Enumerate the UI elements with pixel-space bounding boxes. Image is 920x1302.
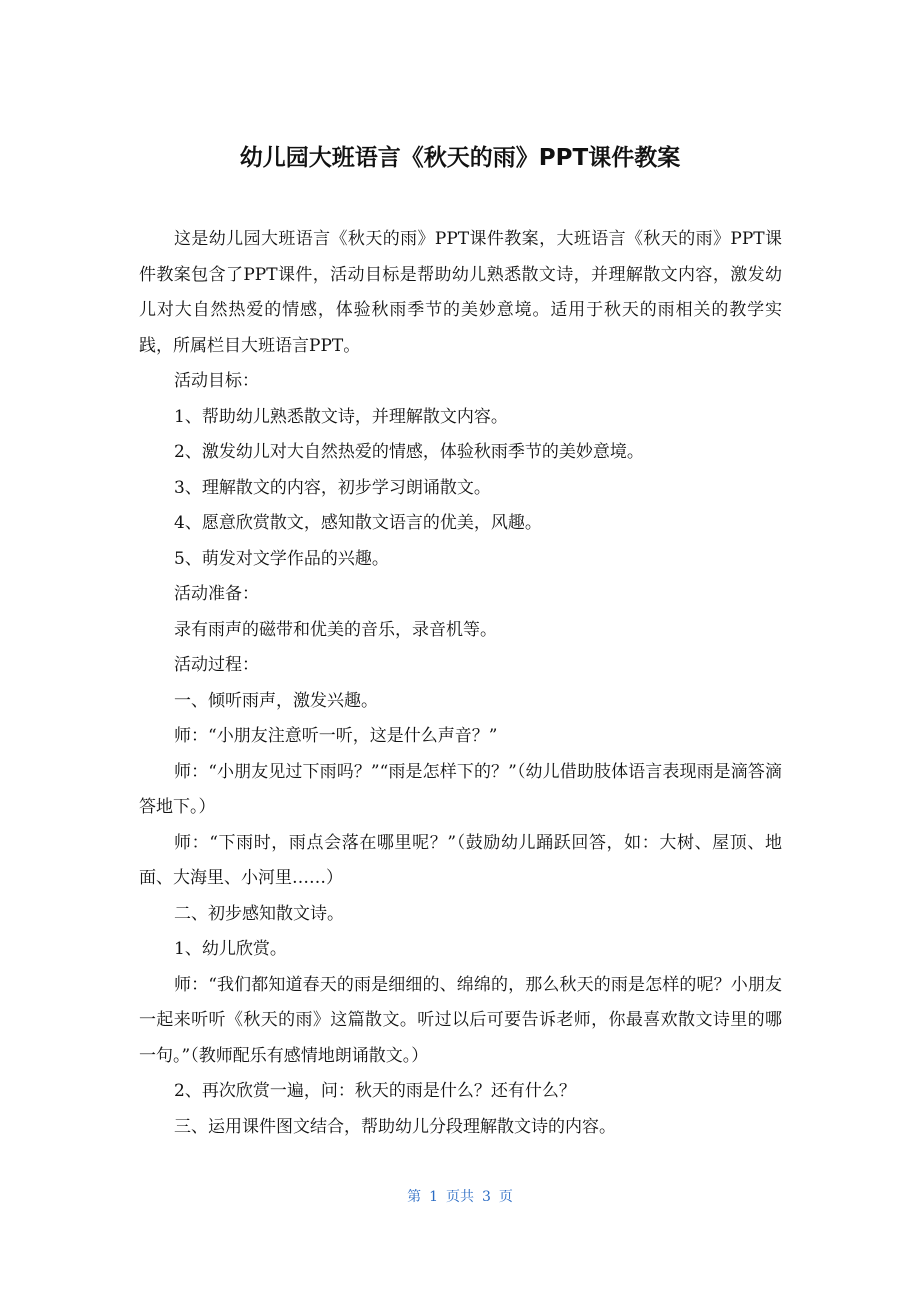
paragraph-dialogue-1: 师：“小朋友注意听一听，这是什么声音？” [174,726,498,746]
paragraph-step-2-1: 1、幼儿欣赏。 [174,939,287,959]
paragraph-goal-1: 1、帮助幼儿熟悉散文诗，并理解散文内容。 [174,406,508,427]
paragraph-dialogue-2: 师：“小朋友见过下雨吗？”“雨是怎样下的？”（幼儿借助肢体语言表现雨是滴答滴答地下。） [139,761,782,817]
paragraph-step-1: 一、倾听雨声，激发兴趣。 [174,690,378,711]
page-footer [0,1186,920,1208]
footer-prefix: 第 [407,1189,422,1205]
paragraph-prep-content: 录有雨声的磁带和优美的音乐，录音机等。 [174,619,497,640]
footer-current-page: 1 [429,1189,438,1205]
paragraph-step-2-2: 2、再次欣赏一遍，问：秋天的雨是什么？还有什么？ [174,1081,576,1101]
paragraph-goal-2: 2、激发幼儿对大自然热爱的情感，体验秋雨季节的美妙意境。 [174,442,644,462]
paragraph-intro: 这是幼儿园大班语言《秋天的雨》PPT课件教案，大班语言《秋天的雨》PPT课件教案包含了PPT课件，活动目标是帮助幼儿熟悉散文诗，并理解散文内容，激发幼儿对大自然热爱的情感，体验秋雨季节的美妙意境。适用于秋天的雨相关的教学实践，所属栏目大班语言PPT。 [139,229,782,356]
paragraph-goal-3: 3、理解散文的内容，初步学习朗诵散文。 [174,477,491,498]
document-body [139,222,782,1145]
footer-middle: 页共 [446,1189,474,1205]
paragraph-prep-heading: 活动准备： [174,584,259,604]
footer-total-pages: 3 [482,1189,491,1205]
paragraph-goal-4: 4、愿意欣赏散文，感知散文语言的优美，风趣。 [174,513,542,533]
paragraph-dialogue-3: 师：“下雨时，雨点会落在哪里呢？”（鼓励幼儿踊跃回答，如：大树、屋顶、地面、大海里、小河里……） [139,832,782,888]
paragraph-process-heading: 活动过程： [174,655,259,675]
paragraph-step-2: 二、初步感知散文诗。 [174,903,344,924]
paragraph-dialogue-4: 师：“我们都知道春天的雨是细细的、绵绵的，那么秋天的雨是怎样的呢？小朋友一起来听听《秋天的雨》这篇散文。听过以后可要告诉老师，你最喜欢散文诗里的哪一句。”（教师配乐有感情地朗诵散文。） [139,974,782,1066]
document-title: 幼儿园大班语言《秋天的雨》PPT课件教案 [239,145,681,171]
footer-suffix: 页 [498,1189,513,1205]
paragraph-goal-5: 5、萌发对文学作品的兴趣。 [174,548,389,569]
paragraph-goals-heading: 活动目标： [174,371,259,391]
paragraph-step-3: 三、运用课件图文结合，帮助幼儿分段理解散文诗的内容。 [174,1116,616,1137]
